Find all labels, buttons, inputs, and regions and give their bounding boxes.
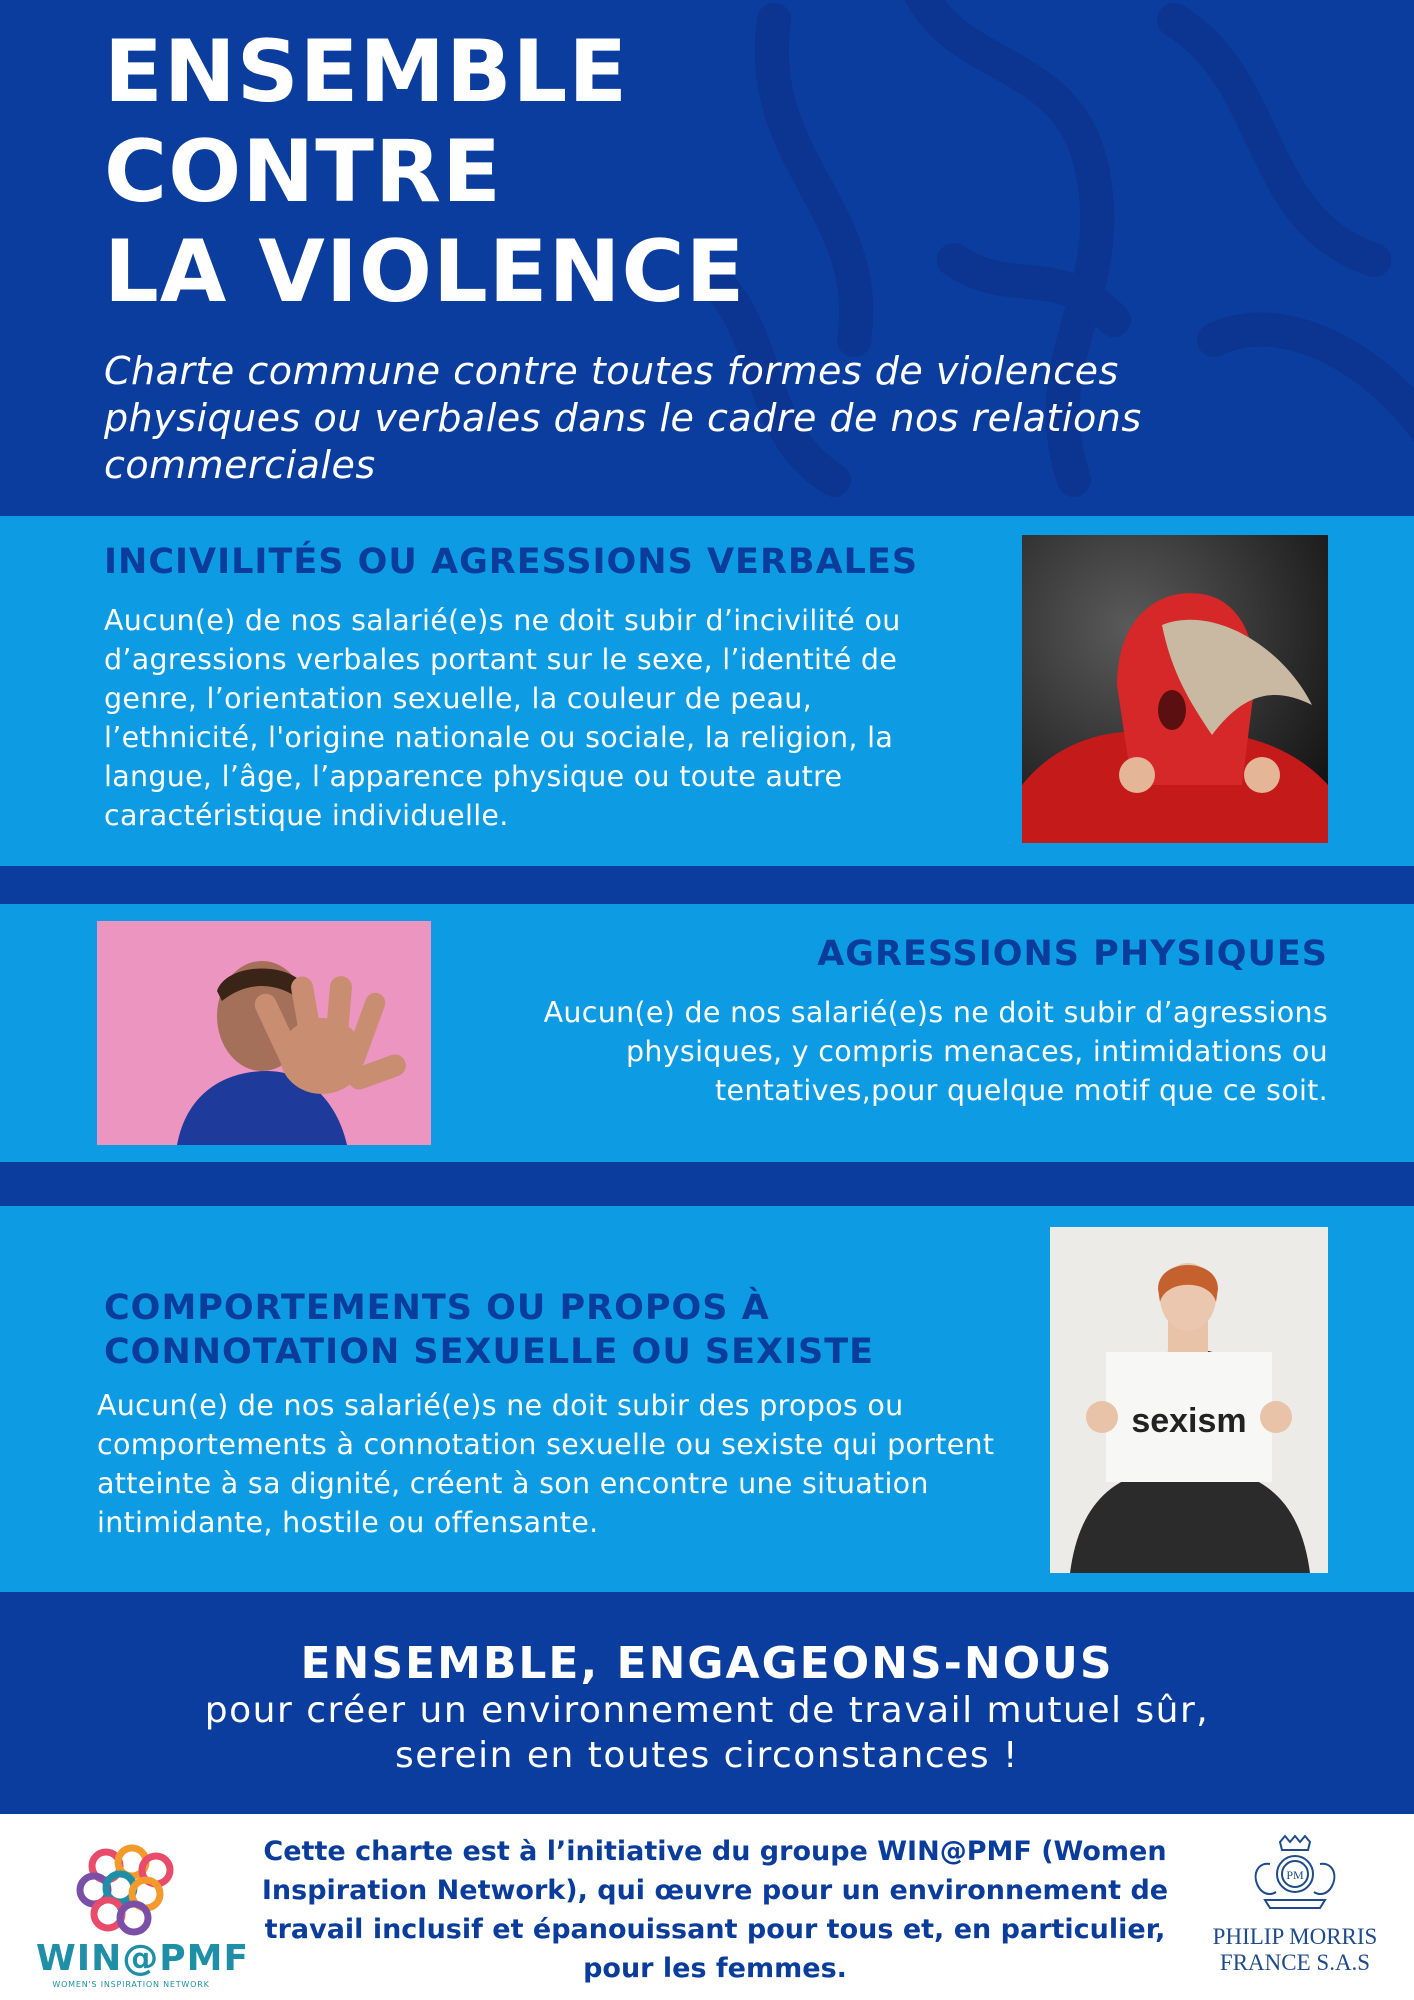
philip-morris-crest-icon (1240, 1834, 1350, 1914)
closing-text-line: serein en toutes circonstances ! (395, 1735, 1019, 1776)
section-divider (0, 866, 1414, 904)
footer-text: Cette charte est à l’initiative du groupe WIN@PMF (Women Inspiration Network), qui œuvre pour un environnement de travail inclusif et épanouissant pour tous et, en particulier, pour les femmes. (261, 1836, 1169, 1984)
section-title: AGRESSIONS PHYSIQUES (817, 934, 1328, 974)
win-logo-name: WIN@PMF (36, 1938, 250, 1979)
title-line: LA VIOLENCE (104, 222, 746, 322)
section-text: Aucun(e) de nos salarié(e)s ne doit subir des propos ou comportements à connotation sexuelle ou sexiste qui portent atteinte à sa dignité, créent à son encontre une situation intimidante, hostile ou offensante. (97, 1389, 995, 1539)
section-title: INCIVILITÉS OU AGRESSIONS VERBALES (104, 542, 919, 582)
closing-text (0, 1688, 1414, 1778)
hero-banner (0, 0, 1414, 516)
section-title-line: COMPORTEMENTS OU PROPOS À (104, 1288, 770, 1328)
svg-text:PM: PM (1286, 1868, 1304, 1882)
footer (0, 1814, 1414, 2000)
pm-name-line: FRANCE S.A.S (1219, 1950, 1371, 1975)
section-divider (0, 1162, 1414, 1206)
closing-text-line: pour créer un environnement de travail mutuel sûr, (204, 1690, 1210, 1731)
section-title-line: CONNOTATION SEXUELLE OU SEXISTE (104, 1332, 875, 1372)
page-subtitle: Charte commune contre toutes formes de violences physiques ou verbales dans le cadre de nos relations commerciales (104, 349, 1142, 487)
closing-title: ENSEMBLE, ENGAGEONS-NOUS (300, 1638, 1114, 1689)
sign-text: sexism (1131, 1402, 1247, 1440)
photo-screaming-woman (1022, 535, 1328, 843)
title-line: ENSEMBLE (104, 22, 629, 122)
section-text: Aucun(e) de nos salarié(e)s ne doit subir d’agressions physiques, y compris menaces, intimidations ou tentatives,pour quelque motif que ce soit. (543, 996, 1328, 1107)
closing-banner (0, 1592, 1414, 1814)
section-text: Aucun(e) de nos salarié(e)s ne doit subir d’incivilité ou d’agressions verbales portant sur le sexe, l’identité de genre, l’orientation sexuelle, la couleur de peau, l’ethnicité, l'origine nationale ou sociale, la religion, la langue, l’âge, l’apparence physique ou toute autre caractéristique individuelle. (104, 604, 901, 832)
philip-morris-name (1190, 1924, 1400, 1976)
photo-hand-stop (97, 921, 431, 1145)
page-title (104, 22, 745, 322)
pm-name-line: PHILIP MORRIS (1212, 1924, 1378, 1949)
win-logo-tagline: WOMEN'S INSPIRATION NETWORK (52, 1980, 210, 1989)
photo-sexism-sign (1050, 1227, 1328, 1573)
title-line: CONTRE (104, 122, 502, 222)
section-title (104, 1286, 874, 1374)
